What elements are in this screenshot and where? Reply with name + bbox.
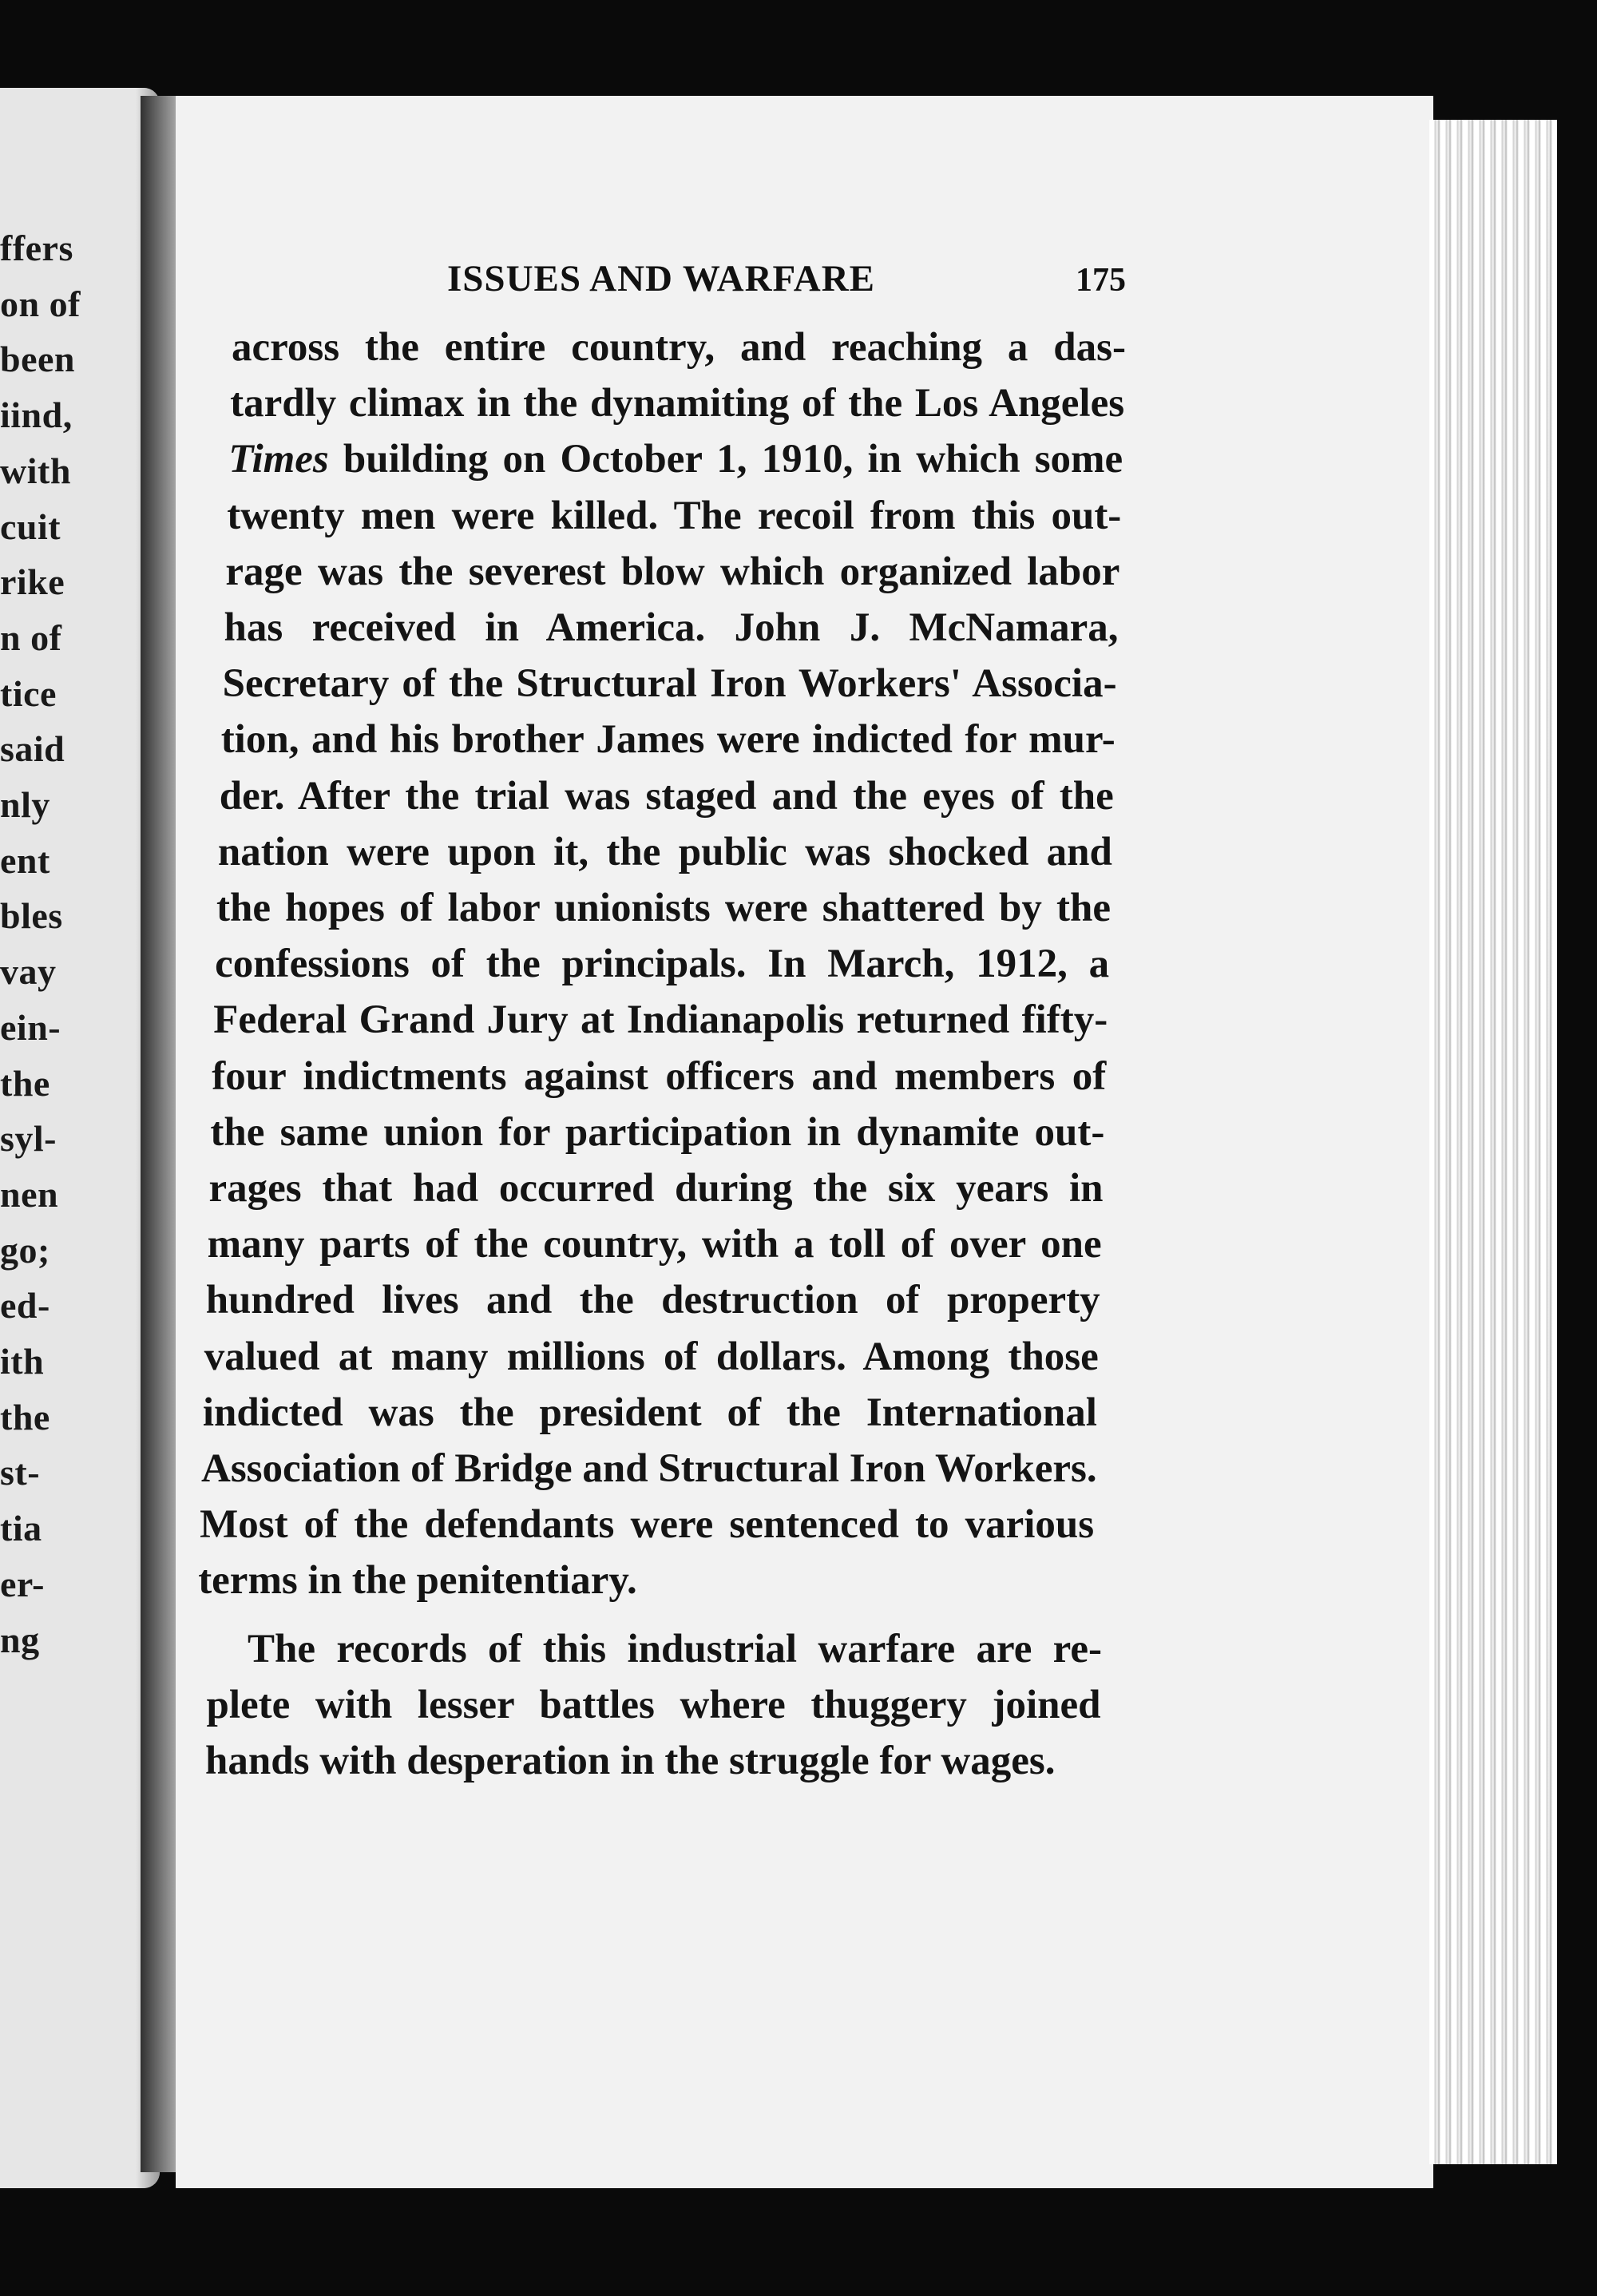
page-number: 175 bbox=[1076, 262, 1126, 299]
body-line: across the entire country, and reaching a das- bbox=[232, 325, 1126, 370]
body-line: hands with desperation in the struggle for wages. bbox=[205, 1739, 1056, 1783]
body-line: Most of the defendants were sentenced to various bbox=[200, 1502, 1095, 1548]
left-page-fragment: bles bbox=[0, 895, 63, 937]
left-page-fragment: tia bbox=[0, 1508, 42, 1549]
left-page-fragment: on of bbox=[0, 283, 81, 324]
running-header bbox=[224, 257, 1126, 300]
body-line: rage was the severest blow which organized labor bbox=[225, 549, 1120, 594]
body-line: twenty men were killed. The recoil from this out- bbox=[227, 493, 1122, 538]
left-page-fragment: ein- bbox=[0, 1006, 61, 1048]
body-line: the hopes of labor unionists were shattered by the bbox=[216, 886, 1111, 930]
body-line: confessions of the principals. In March, 1912, a bbox=[215, 942, 1110, 987]
left-page-fragment: tice bbox=[0, 672, 57, 714]
body-line: the same union for participation in dynamite out- bbox=[210, 1109, 1105, 1155]
left-page-fragment: nen bbox=[0, 1173, 59, 1215]
left-page-fragment: ent bbox=[0, 839, 50, 881]
body-line: Federal Grand Jury at Indianapolis returned fifty- bbox=[213, 997, 1108, 1043]
body-line: indicted was the president of the International bbox=[202, 1390, 1097, 1435]
left-page-fragment: nly bbox=[0, 784, 50, 825]
body-line: tardly climax in the dynamiting of the Los Angeles bbox=[230, 381, 1125, 426]
left-page bbox=[0, 88, 160, 2188]
left-page-fragment: with bbox=[0, 450, 71, 491]
left-page-fragment: the bbox=[0, 1062, 50, 1104]
left-page-fragment: ng bbox=[0, 1619, 40, 1660]
left-page-fragment: the bbox=[0, 1396, 50, 1437]
body-line: four indictments against officers and members of bbox=[212, 1053, 1107, 1099]
body-line: many parts of the country, with a toll of over one bbox=[207, 1222, 1102, 1267]
left-page-fragment: go; bbox=[0, 1229, 50, 1271]
left-page-fragment: cuit bbox=[0, 506, 61, 547]
body-line: rages that had occurred during the six years in bbox=[208, 1166, 1104, 1211]
body-line: The records of this industrial warfare are re- bbox=[248, 1627, 1102, 1671]
left-page-fragment: ed- bbox=[0, 1285, 50, 1326]
left-page-fragment: rike bbox=[0, 561, 65, 603]
left-page-fragment: n of bbox=[0, 617, 62, 658]
body-line: Times building on October 1, 1910, in which some bbox=[228, 437, 1123, 482]
left-page-fragment: er- bbox=[0, 1563, 45, 1604]
left-page-fragment: st- bbox=[0, 1452, 41, 1493]
left-page-fragment: iind, bbox=[0, 395, 73, 436]
left-page-fragment: been bbox=[0, 339, 75, 380]
page-edges bbox=[1429, 120, 1557, 2164]
body-line: terms in the penitentiary. bbox=[198, 1558, 637, 1604]
italic-title: Times bbox=[228, 437, 329, 482]
body-line: has received in America. John J. McNamara, bbox=[224, 605, 1119, 650]
left-page-fragment: ith bbox=[0, 1341, 45, 1382]
body-line: hundred lives and the destruction of property bbox=[205, 1278, 1100, 1323]
body-line: Secretary of the Structural Iron Workers' Associa- bbox=[222, 661, 1117, 707]
left-page-fragment: ffers bbox=[0, 228, 73, 268]
body-line: valued at many millions of dollars. Among those bbox=[204, 1334, 1099, 1379]
body-line: tion, and his brother James were indicted for mur- bbox=[220, 717, 1116, 763]
body-line: nation were upon it, the public was shocked and bbox=[217, 829, 1112, 874]
running-title: ISSUES AND WARFARE bbox=[447, 258, 876, 299]
body-line: Association of Bridge and Structural Iron Workers. bbox=[201, 1446, 1097, 1491]
body-line: der. After the trial was staged and the eyes of the bbox=[219, 773, 1114, 819]
left-page-fragment: vay bbox=[0, 951, 57, 993]
left-page-fragment: syl- bbox=[0, 1118, 57, 1160]
left-page-fragment: said bbox=[0, 728, 65, 770]
body-line: plete with lesser battles where thuggery joined bbox=[206, 1683, 1101, 1727]
